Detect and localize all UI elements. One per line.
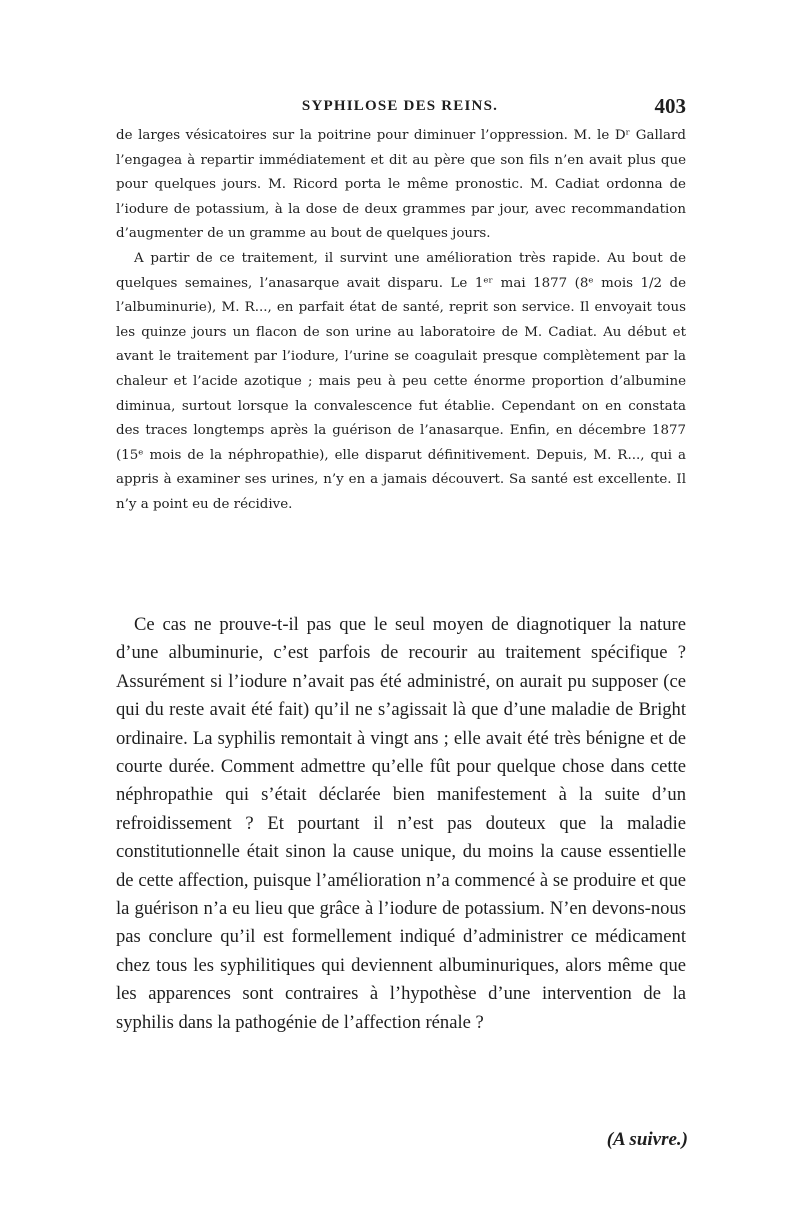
- small-print-block: [116, 124, 686, 518]
- paragraph: A partir de ce traitement, il survint une amélioration très rapide. Au bout de quelques semaines, l’anasarque avait disparu. Le 1ᵉʳ mai 1877 (8ᵉ mois 1/2 de l’albuminurie), M. R..., en parfait état de santé, reprit son service. Il envoyait tous les quinze jours un flacon de son urine au laboratoire de M. Cadiat. Au début et avant le traitement par l’iodure, l’urine se coagulait presque complètement par la chaleur et l’acide azotique ; mais peu à peu cette énorme proportion d’albumine diminua, surtout lorsque la convalescence fut établie. Cependant on en constata des traces longtemps après la guérison de l’anasarque. Enfin, en décembre 1877 (15ᵉ mois de la néphropathie), elle disparut définitivement. Depuis, M. R..., qui a appris à examiner ses urines, n’y en a jamais découvert. Sa santé est excellente. Il n’y a point eu de récidive.: [116, 250, 686, 512]
- to-be-continued-note: (A suivre.): [606, 1129, 688, 1150]
- main-text-block: [116, 611, 686, 1037]
- running-header: [114, 96, 686, 120]
- paragraph: de larges vésicatoires sur la poitrine pour diminuer l’oppression. M. le Dʳ Gallard l’engagea à repartir immédiatement et dit au père que son fils n’en avait plus que pour quelques jours. M. Ricord porta le même pronostic. M. Cadiat ordonna de l’iodure de potassium, à la dose de deux grammes par jour, avec recommandation d’augmenter de un gramme au bout de quelques jours.: [116, 128, 686, 242]
- running-title: SYPHILOSE DES REINS.: [301, 98, 499, 114]
- page-number: 403: [654, 94, 686, 118]
- paragraph: Ce cas ne prouve-t-il pas que le seul moyen de diagnotiquer la nature d’une albuminurie, c’est parfois de recourir au traitement spécifique ? Assurément si l’iodure n’avait pas été administré, on aurait pu supposer (ce qui du reste avait été fait) qu’il ne s’agissait là que d’une maladie de Bright ordinaire. La syphilis remontait à vingt ans ; elle avait été très bénigne et de courte durée. Comment admettre qu’elle fût pour quelque chose dans cette néphropathie qui s’était déclarée bien manifestement à la suite d’un refroidissement ? Et pourtant il n’est pas douteux que la maladie constitutionnelle était sinon la cause unique, du moins la cause essentielle de cette affection, puisque l’amélioration n’a commencé à se produire et que la guérison n’a eu lieu que grâce à l’iodure de potassium. N’en devons-nous pas conclure qu’il est formellement indiqué d’administrer ce médicament chez tous les syphilitiques qui deviennent albuminuriques, alors même que les apparences sont contraires à l’hypothèse d’une intervention de la syphilis dans la pathogénie de l’affection rénale ?: [116, 614, 686, 1033]
